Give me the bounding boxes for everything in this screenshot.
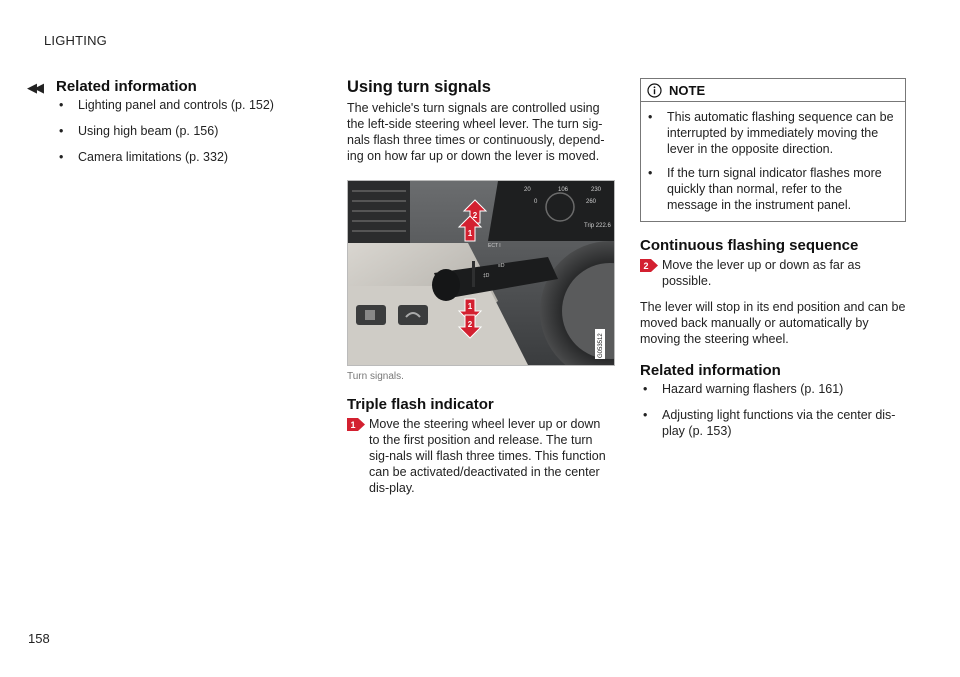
svg-text:1: 1 xyxy=(350,420,356,430)
step-2 xyxy=(640,257,906,289)
svg-text:0: 0 xyxy=(534,199,538,205)
figure-caption: Turn signals. xyxy=(347,371,404,382)
info-icon xyxy=(647,83,662,98)
related-link[interactable]: • Adjusting light functions via the center dis-play (p. 153) xyxy=(643,408,896,438)
note-item: • If the turn signal indicator flashes more quickly than normal, refer to the message in the instrument panel. xyxy=(648,166,882,212)
continuation-marker-icon: ◀◀ xyxy=(27,80,41,95)
svg-text:20: 20 xyxy=(524,187,531,193)
turn-signals-heading: Using turn signals xyxy=(347,78,491,96)
continuous-body: The lever will stop in its end position and can be moved back manually or automatically by moving the steering wheel. xyxy=(640,300,906,346)
related-link[interactable]: • Lighting panel and controls (p. 152) xyxy=(59,98,274,112)
figure-code: G053512 xyxy=(598,333,604,358)
triple-flash-heading: Triple flash indicator xyxy=(347,396,494,413)
note-box xyxy=(640,78,906,222)
column-related-info xyxy=(56,78,306,175)
column-note xyxy=(640,78,906,449)
related-link[interactable]: • Hazard warning flashers (p. 161) xyxy=(643,382,844,396)
related-info-heading: Related information xyxy=(56,78,197,95)
page-number: 158 xyxy=(28,631,50,646)
svg-text:ECT I: ECT I xyxy=(488,243,501,249)
turn-signal-illustration xyxy=(348,181,614,365)
related-info-list xyxy=(56,97,306,165)
figure-label: 2 xyxy=(467,320,473,329)
svg-text:106: 106 xyxy=(558,187,569,193)
svg-text:‡D: ‡D xyxy=(483,273,490,279)
figure-label: 1 xyxy=(467,229,473,238)
svg-text:≡D: ≡D xyxy=(498,263,505,269)
note-list xyxy=(645,109,895,213)
step-1-text: Move the steering wheel lever up or down to the first position and release. The turn sig-nals will flash three times. This function can be activated/deactivated in the center dis-play. xyxy=(369,417,606,495)
step-1 xyxy=(347,416,613,496)
step-1-badge-icon xyxy=(347,418,365,431)
column-turn-signals xyxy=(347,78,613,496)
continuous-heading: Continuous flashing sequence xyxy=(640,237,859,254)
step-2-badge-icon xyxy=(640,259,658,272)
turn-signals-intro: The vehicle's turn signals are controlled using the left-side steering wheel lever. The turn sig-nals flash three times or continuously, depend-ing on how far up or down the lever is moved. xyxy=(347,101,605,163)
related-info-heading-2: Related information xyxy=(640,362,781,379)
step-2-text: Move the lever up or down as far as possible. xyxy=(662,258,861,288)
svg-text:260: 260 xyxy=(586,199,597,205)
svg-text:230: 230 xyxy=(591,187,602,193)
related-link[interactable]: • Using high beam (p. 156) xyxy=(59,124,219,138)
note-title: NOTE xyxy=(669,82,706,98)
svg-text:Trip 222.6: Trip 222.6 xyxy=(584,223,611,229)
turn-signal-figure xyxy=(347,180,615,366)
related-info-list-2 xyxy=(640,381,906,439)
figure-label: 2 xyxy=(472,211,478,220)
note-item: • This automatic flashing sequence can be interrupted by immediately moving the lever in the opposite direction. xyxy=(648,110,894,156)
figure-label: 1 xyxy=(467,302,473,311)
section-header: LIGHTING xyxy=(44,33,107,48)
note-header xyxy=(641,79,905,102)
svg-text:2: 2 xyxy=(643,261,649,271)
related-link[interactable]: • Camera limitations (p. 332) xyxy=(59,150,229,164)
